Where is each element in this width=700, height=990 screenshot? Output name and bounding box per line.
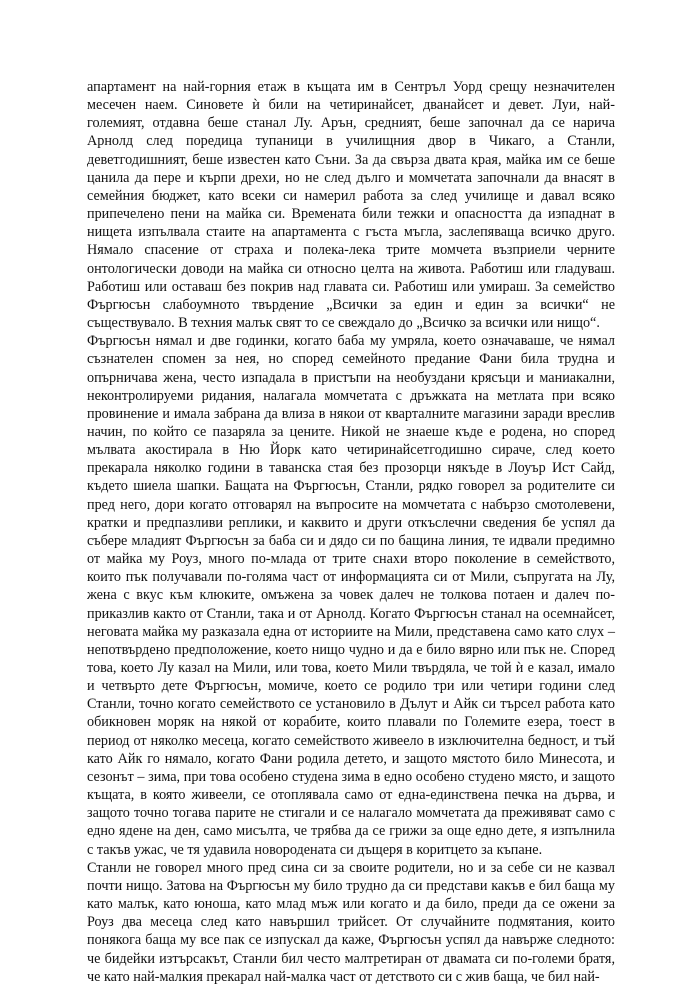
paragraph: апартамент на най-горния етаж в къщата им в Сентръл Уорд срещу незначителен месечен наем. Синовете ѝ били на четиринайсет, дванайсет и девет. Луи, най-големият, отдавна беше станал Лу. Арън, средният, беше започнал да се нарича Арнолд след поредица тупаници в училищния двор в Чикаго, а Станли, деветгодишният, беше известен като Съни. За да свърза двата края, майка им се беше цанила да пере и кърпи дрехи, но не след дълго и момчетата започнали да внасят в семейния бюджет, като всеки си намерил работа за след училище и давал всяко припечелено пени на майка си. Времената били тежки и опасността да изпаднат в нищета изпълвала стаите на апартамента с гъста мъгла, заслепяваща всичко друго. Нямало спасение от страха и полека-лека трите момчета възприели черните онтологически доводи на майка си относно целта на живота. Работиш или гладуваш. Работиш или оставаш без покрив над главата си. Работиш или умираш. За семейство Фъргюсън слабоумното твърдение „Всички за един и един за всички“ не съществувало. В техния малък свят то се свеждало до „Всичко за всички или нищо“. [87, 79, 615, 332]
paragraph: Фъргюсън нямал и две годинки, когато баба му умряла, което означаваше, че нямал съзнателен спомен за нея, но според семейното предание Фани била трудна и опърничава жена, често изпадала в пристъпи на необуздани крясъци и маниакални, неконтролируеми ридания, налагала момчетата с дръжката на метлата при всяко провинение и имала забрана да влиза в някои от кварталните магазини заради вреслив начин, по който се пазаряла за цените. Никой не знаеше къде е родена, но според мълвата акостирала в Ню Йорк като четиринайсетгодишно сираче, след което прекарала няколко години в таванска стая без прозорци някъде в Лоуър Ист Сайд, където шиела шапки. Бащата на Фъргюсън, Станли, рядко говорел за родителите си пред него, дори когато отговарял на въпросите на момчетата с набързо смотолевени, кратки и предпазливи реплики, и каквито и други откъслечни сведения бе успял да събере младият Фъргюсън за баба си и дядо си по бащина линия, те идвали предимно от майка му Роуз, много по-млада от трите снахи второ поколение в семейството, които пък получавали по-голяма част от информацията си от Мили, съпругата на Лу, жена с вкус към клюките, омъжена за човек далеч не толкова потаен и далеч по-приказлив както от Станли, така и от Арнолд. Когато Фъргюсън станал на осемнайсет, неговата майка му разказала една от историите на Мили, представена само като слух – непотвърдено предположение, което нищо чудно и да е било вярно или пък не. Според това, което Лу казал на Мили, или това, което Мили твърдяла, че той ѝ е казал, имало и четвърто дете Фъргюсън, момиче, което се родило три или четири години след Станли, точно когато семейството се установило в Дълут и Айк си търсел работа като обикновен моряк на някой от корабите, които плавали по Големите езера, тоест в период от няколко месеца, когато семейството живеело в изключителна бедност, и тъй като Айк го нямало, когато Фани родила детето, и защото мястото било Минесота, и сезонът – зима, при това особено студена зима в едно особено студено място, и защото къщата, в която живеели, се отоплявала само от една-единствена печка на дърва, и защото точно тогава парите не стигали и се налагало момчетата да преживяват само с едно ядене на ден, само мисълта, че трябва да се грижи за още едно дете, я изпълнила с такъв ужас, че тя удавила новородената си дъщеря в коритцето за къпане. [87, 333, 615, 858]
document-page [87, 78, 615, 986]
paragraph: Станли не говорел много пред сина си за своите родители, но и за себе си не казвал почти нищо. Затова на Фъргюсън му било трудно да си представи какъв е бил баща му като малък, като юноша, като млад мъж или когато и да било, преди да се ожени за Роуз два месеца след като навършил трийсет. От случайните подмятания, които понякога баща му все пак се изпускал да каже, Фъргюсън успял да навърже следното: че бидейки изтърсакът, Станли бил често малтретиран от двамата си по-големи братя, че като най-малкия прекарал най-малка част от детството си с жив баща, че бил най- [87, 859, 615, 985]
